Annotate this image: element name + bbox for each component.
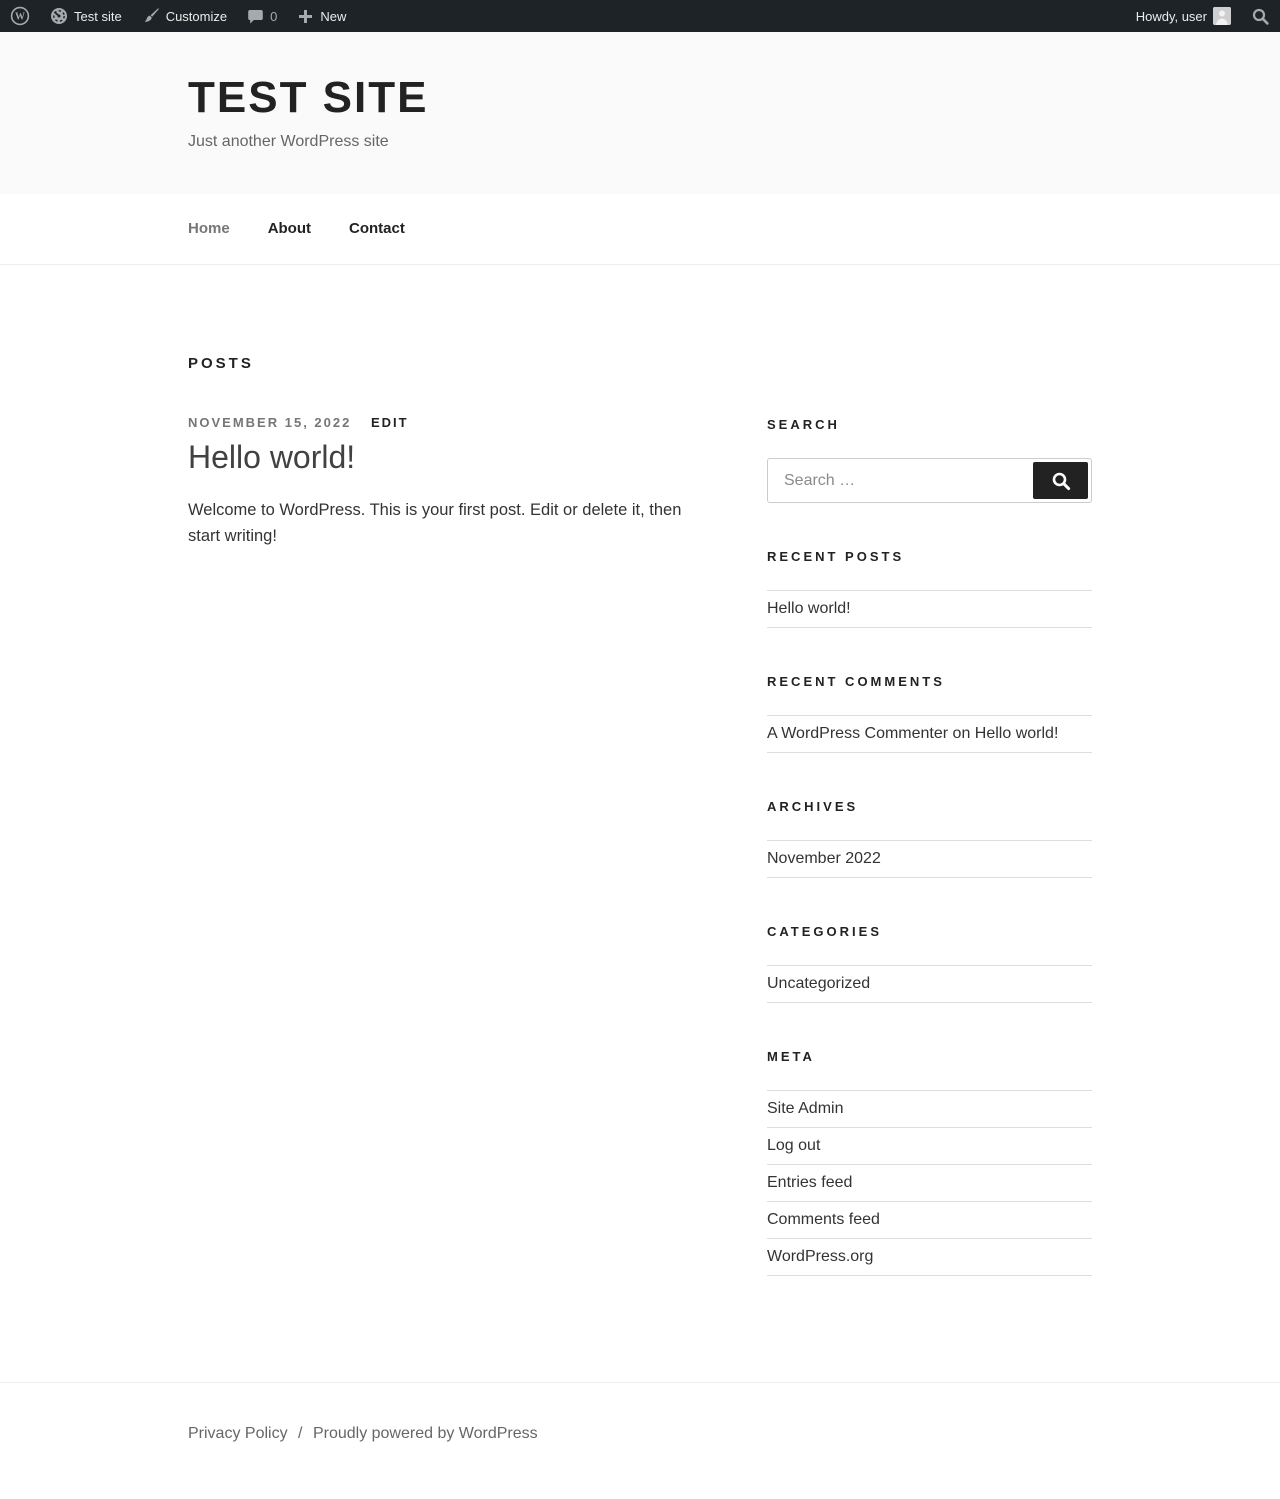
site-footer bbox=[0, 1382, 1280, 1499]
categories-heading: CATEGORIES bbox=[767, 924, 882, 940]
nav-item-about[interactable] bbox=[268, 216, 311, 242]
meta-widget bbox=[767, 1049, 1092, 1276]
recent-comments-widget bbox=[767, 674, 1092, 753]
wordpress-logo-icon bbox=[10, 6, 30, 26]
nav-item-home[interactable] bbox=[188, 216, 230, 242]
user-avatar bbox=[1213, 7, 1231, 25]
comment-connector: on bbox=[952, 725, 971, 743]
site-title[interactable]: TEST SITE bbox=[188, 73, 429, 122]
post-edit-link[interactable]: EDIT bbox=[370, 415, 409, 431]
post-title bbox=[188, 438, 740, 476]
adminbar-my-account[interactable] bbox=[1126, 0, 1241, 32]
adminbar-new[interactable] bbox=[287, 0, 356, 32]
post-date: NOVEMBER 15, 2022 bbox=[188, 415, 352, 431]
recent-posts-widget bbox=[767, 549, 1092, 628]
admin-bar-left bbox=[0, 0, 356, 32]
archives-heading: ARCHIVES bbox=[767, 799, 859, 815]
search-icon bbox=[1050, 470, 1072, 492]
list-item bbox=[767, 1128, 1092, 1165]
footer-separator: / bbox=[298, 1425, 303, 1443]
privacy-policy-link[interactable]: Privacy Policy bbox=[188, 1425, 288, 1443]
adminbar-site-name[interactable] bbox=[40, 0, 132, 32]
post-title-link[interactable]: Hello world! bbox=[188, 439, 356, 476]
site-tagline: Just another WordPress site bbox=[188, 133, 389, 151]
adminbar-comments[interactable] bbox=[237, 0, 287, 32]
adminbar-search[interactable] bbox=[1241, 0, 1280, 32]
search-widget bbox=[767, 417, 1092, 503]
dashboard-gauge-icon bbox=[50, 7, 68, 25]
adminbar-customize[interactable] bbox=[132, 0, 237, 32]
post-article bbox=[188, 414, 740, 549]
content-area bbox=[188, 265, 1092, 1382]
category-link[interactable]: Uncategorized bbox=[767, 975, 871, 993]
comment-author-link[interactable]: A WordPress Commenter bbox=[767, 725, 949, 743]
post-body: Welcome to WordPress. This is your first post. Edit or delete it, then start writing! bbox=[188, 501, 682, 545]
meta-link-site-admin[interactable]: Site Admin bbox=[767, 1100, 844, 1118]
recent-post-link[interactable]: Hello world! bbox=[767, 600, 851, 618]
list-item bbox=[767, 1165, 1092, 1202]
meta-link-log-out[interactable]: Log out bbox=[767, 1137, 821, 1155]
adminbar-comment-count: 0 bbox=[270, 8, 278, 24]
post-meta bbox=[188, 414, 740, 432]
recent-comments-heading: RECENT COMMENTS bbox=[767, 674, 945, 690]
admin-bar-right bbox=[1126, 0, 1280, 32]
comment-bubble-icon bbox=[247, 8, 264, 25]
categories-widget bbox=[767, 924, 1092, 1003]
meta-link-wordpress-org[interactable]: WordPress.org bbox=[767, 1248, 874, 1266]
recent-posts-heading: RECENT POSTS bbox=[767, 549, 905, 565]
search-submit-button[interactable] bbox=[1033, 462, 1088, 499]
meta-link-comments-feed[interactable]: Comments feed bbox=[767, 1211, 880, 1229]
list-item bbox=[767, 591, 1092, 628]
search-icon bbox=[1251, 7, 1270, 26]
meta-heading: META bbox=[767, 1049, 815, 1065]
nav-link-contact[interactable]: Contact bbox=[349, 220, 405, 238]
plus-icon bbox=[297, 8, 314, 25]
list-item bbox=[767, 966, 1092, 1003]
powered-by-link[interactable]: Proudly powered by WordPress bbox=[312, 1425, 538, 1443]
sidebar bbox=[767, 355, 1092, 1322]
adminbar-howdy-label: Howdy, user bbox=[1135, 8, 1207, 24]
page-title: POSTS bbox=[188, 355, 254, 373]
nav-link-about[interactable]: About bbox=[267, 220, 312, 238]
adminbar-customize-label: Customize bbox=[165, 8, 228, 24]
paintbrush-icon bbox=[142, 7, 160, 25]
adminbar-site-name-label: Test site bbox=[74, 8, 122, 24]
main-navigation bbox=[0, 194, 1280, 265]
archive-link[interactable]: November 2022 bbox=[767, 850, 881, 868]
nav-link-home[interactable]: Home bbox=[188, 220, 230, 238]
admin-bar bbox=[0, 0, 1280, 32]
search-widget-heading: SEARCH bbox=[767, 417, 840, 433]
comment-post-link[interactable]: Hello world! bbox=[974, 725, 1059, 743]
meta-link-entries-feed[interactable]: Entries feed bbox=[767, 1174, 853, 1192]
list-item bbox=[767, 1202, 1092, 1239]
list-item bbox=[767, 716, 1092, 753]
archives-widget bbox=[767, 799, 1092, 878]
site-header bbox=[0, 32, 1280, 194]
list-item bbox=[767, 1091, 1092, 1128]
svg-text:W: W bbox=[15, 11, 25, 23]
posts-column bbox=[188, 355, 740, 1322]
nav-item-contact[interactable] bbox=[349, 216, 405, 242]
adminbar-new-label: New bbox=[320, 8, 347, 24]
search-form bbox=[767, 458, 1092, 503]
list-item bbox=[767, 1239, 1092, 1276]
search-input[interactable] bbox=[768, 459, 1030, 502]
wordpress-logo-button[interactable] bbox=[0, 0, 40, 32]
list-item bbox=[767, 841, 1092, 878]
